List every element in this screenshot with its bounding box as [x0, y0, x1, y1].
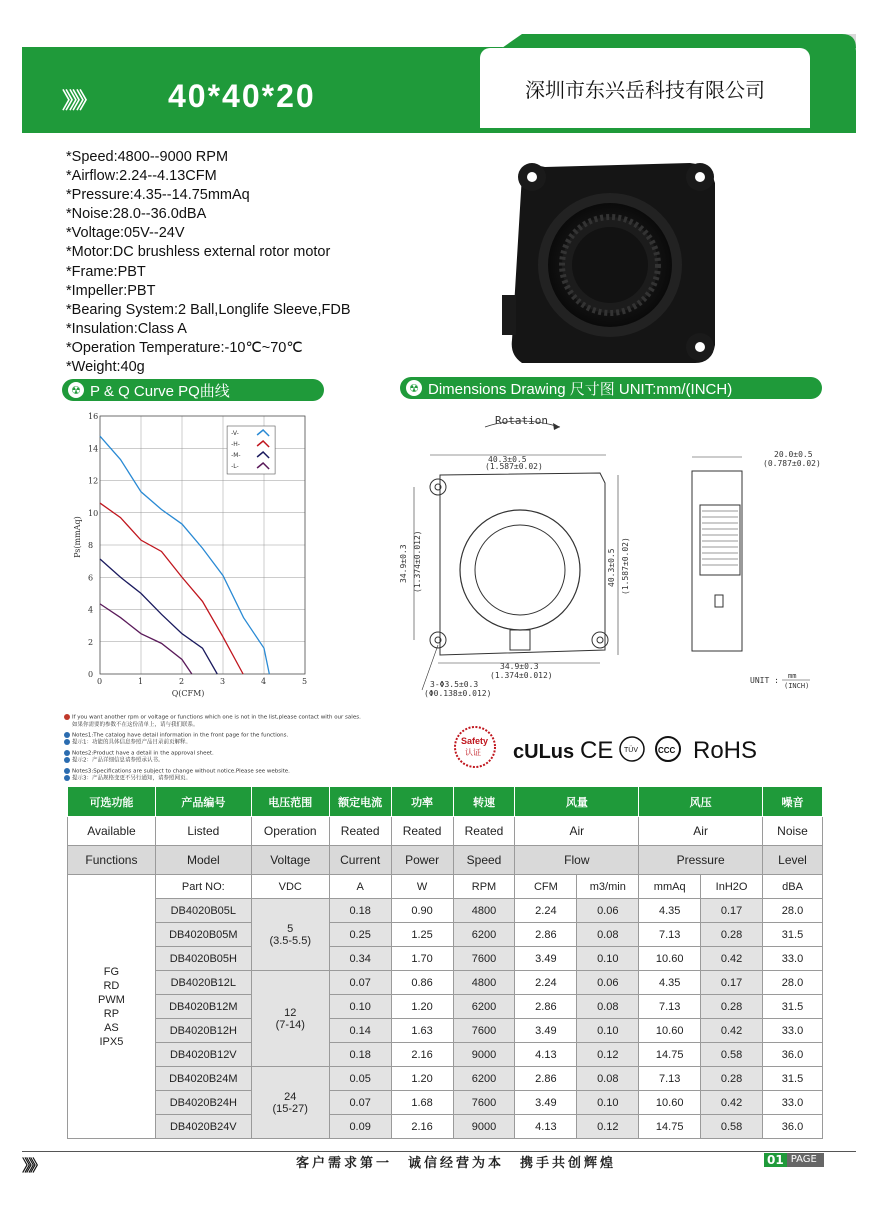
dim-section-bar	[400, 377, 822, 399]
function-item: RP	[103, 1007, 120, 1020]
note-1: 如果你需要的参数不在这份清单上，请与我们联系。	[72, 721, 199, 728]
function-item: PWM	[97, 993, 125, 1006]
table-label-cell: Operation	[251, 817, 329, 846]
spec-item: *Weight:40g	[66, 359, 145, 376]
value-cell: 0.25	[329, 923, 391, 947]
series-line-2	[100, 559, 217, 674]
legend-entry: -V-	[231, 430, 239, 437]
table-label-cell: Voltage	[251, 846, 329, 875]
voltage-value: 5	[287, 922, 294, 935]
value-cell: 6200	[453, 1067, 515, 1091]
table-label-cell: Pressure	[639, 846, 763, 875]
table-label-cell: Level	[763, 846, 823, 875]
table-label-cell: Speed	[453, 846, 515, 875]
value-cell: 10.60	[639, 1019, 701, 1043]
unit-cell: RPM	[453, 875, 515, 899]
value-cell: 3.49	[515, 1019, 577, 1043]
value-cell: 0.34	[329, 947, 391, 971]
table-row	[68, 817, 823, 846]
spec-list	[66, 148, 351, 377]
spec-item: *Airflow:2.24--4.13CFM	[66, 168, 217, 185]
part-number-cell: DB4020B05M	[155, 923, 251, 947]
note-7: 提示3：产品规格变更不另行通知，请参照网页。	[64, 775, 394, 783]
unit-cell: Part NO:	[155, 875, 251, 899]
part-number-cell: DB4020B24H	[155, 1091, 251, 1115]
value-cell: 2.86	[515, 1067, 577, 1091]
voltage-cell	[251, 1067, 329, 1139]
dim-width-bottom: 34.9±0.3	[500, 662, 539, 671]
value-cell: 10.60	[639, 1091, 701, 1115]
value-cell: 0.07	[329, 1091, 391, 1115]
note-3: 提示1：功能的具体信息参照产品目录前页解释。	[64, 739, 394, 747]
value-cell: 31.5	[763, 923, 823, 947]
x-tick-label: 0	[97, 677, 103, 686]
function-item: IPX5	[99, 1035, 124, 1048]
value-cell: 0.42	[701, 947, 763, 971]
table-row	[68, 1067, 823, 1091]
table-label-cell: Current	[329, 846, 391, 875]
value-cell: 4.13	[515, 1115, 577, 1139]
y-tick-label: 8	[88, 541, 94, 550]
y-tick-label: 4	[88, 605, 94, 615]
value-cell: 9000	[453, 1115, 515, 1139]
value-cell: 4.13	[515, 1043, 577, 1067]
page-label: PAGE	[787, 1153, 824, 1167]
value-cell: 3.49	[515, 1091, 577, 1115]
pq-section-title: P & Q Curve PQ曲线	[90, 382, 230, 400]
value-cell: 1.25	[391, 923, 453, 947]
part-number-cell: DB4020B12V	[155, 1043, 251, 1067]
spec-item: *Operation Temperature:-10℃~70℃	[66, 339, 303, 356]
info-icon	[64, 768, 70, 774]
y-tick-label: 14	[88, 444, 99, 454]
dim-height-left-inch: (1.374±0.012)	[413, 530, 422, 593]
function-item: FG	[103, 965, 120, 978]
function-item: AS	[104, 1021, 119, 1034]
x-axis-label: Q(CFM)	[171, 689, 205, 698]
table-label-cell: Reated	[329, 817, 391, 846]
value-cell: 0.06	[577, 971, 639, 995]
warning-icon	[64, 714, 70, 720]
value-cell: 0.28	[701, 923, 763, 947]
company-text: 深圳市东兴岳科技有限公司	[525, 77, 765, 102]
table-row	[68, 947, 823, 971]
y-tick-label: 10	[88, 508, 99, 518]
header-top-cut	[22, 33, 856, 47]
value-cell: 7.13	[639, 923, 701, 947]
table-label-cell: Flow	[515, 846, 639, 875]
certifications	[455, 722, 835, 772]
value-cell: 4.35	[639, 971, 701, 995]
table-header-cell: 额定电流	[329, 787, 391, 817]
dim-height-left: 34.9±0.3	[399, 544, 408, 583]
functions-cell	[68, 875, 156, 1139]
spec-table	[67, 786, 823, 1139]
series-line-1	[100, 503, 243, 674]
safety-cn: 认证	[465, 748, 481, 757]
value-cell: 28.0	[763, 971, 823, 995]
spec-item: *Frame:PBT	[66, 263, 146, 280]
value-cell: 0.58	[701, 1043, 763, 1067]
spec-item: *Motor:DC brushless external rotor motor	[66, 244, 331, 261]
y-tick-label: 12	[88, 476, 99, 486]
table-header-cell: 风压	[639, 787, 763, 817]
value-cell: 0.10	[577, 1091, 639, 1115]
rohs-icon: RoHS	[693, 737, 758, 764]
y-tick-label: 0	[88, 670, 94, 679]
spec-item: *Impeller:PBT	[66, 282, 156, 299]
dim-section-title: Dimensions Drawing 尺寸图 UNIT:mm/(INCH)	[428, 380, 733, 398]
unit-cell: InH2O	[701, 875, 763, 899]
voltage-value: 24	[284, 1090, 297, 1103]
table-header-cell: 风量	[515, 787, 639, 817]
value-cell: 0.28	[701, 1067, 763, 1091]
value-cell: 0.90	[391, 899, 453, 923]
table-label-cell: Air	[515, 817, 639, 846]
dim-hole-inch: (Φ0.138±0.012)	[424, 689, 492, 698]
value-cell: 0.42	[701, 1019, 763, 1043]
value-cell: 2.24	[515, 899, 577, 923]
value-cell: 1.70	[391, 947, 453, 971]
y-tick-label: 2	[88, 637, 94, 647]
header-arrows-icon: 》》》	[62, 89, 95, 114]
spec-item: *Noise:28.0--36.0dBA	[66, 206, 207, 223]
unit-cell: dBA	[763, 875, 823, 899]
fan-photo	[500, 155, 725, 370]
value-cell: 36.0	[763, 1043, 823, 1067]
note-6: Notes3:Specifications are subject to change without notice.Please see website.	[64, 768, 394, 776]
unit-cell: CFM	[515, 875, 577, 899]
value-cell: 6200	[453, 995, 515, 1019]
spec-item: *Pressure:4.35--14.75mmAq	[66, 187, 250, 204]
y-tick-label: 16	[88, 412, 99, 421]
value-cell: 7600	[453, 1019, 515, 1043]
table-label-cell: Listed	[155, 817, 251, 846]
value-cell: 0.12	[577, 1043, 639, 1067]
table-row	[68, 1115, 823, 1139]
x-tick-label: 1	[138, 677, 144, 686]
value-cell: 4800	[453, 971, 515, 995]
radiation-icon: ☢	[68, 382, 84, 398]
unit-label: UNIT :	[750, 676, 779, 685]
spec-item: *Speed:4800--9000 RPM	[66, 149, 229, 165]
voltage-range: (7-14)	[275, 1018, 305, 1031]
value-cell: 2.24	[515, 971, 577, 995]
safety-icon: Safety	[461, 736, 489, 746]
value-cell: 0.08	[577, 1067, 639, 1091]
value-cell: 0.18	[329, 1043, 391, 1067]
spec-item: *Voltage:05V--24V	[66, 225, 185, 242]
table-header-cell: 噪音	[763, 787, 823, 817]
info-icon	[64, 732, 70, 738]
dim-height-right: 40.3±0.5	[607, 548, 616, 587]
legend-entry: -H-	[231, 441, 240, 448]
y-tick-label: 6	[88, 573, 94, 583]
part-number-cell: DB4020B12L	[155, 971, 251, 995]
value-cell: 7.13	[639, 1067, 701, 1091]
table-row	[68, 923, 823, 947]
table-row	[68, 899, 823, 923]
value-cell: 0.07	[329, 971, 391, 995]
value-cell: 0.12	[577, 1115, 639, 1139]
unit-cell: mmAq	[639, 875, 701, 899]
part-number-cell: DB4020B24V	[155, 1115, 251, 1139]
dim-width-top: 40.3±0.5	[488, 455, 527, 464]
tuv-icon: TÜV	[624, 747, 638, 754]
legend-entry: -M-	[231, 452, 241, 459]
unit-cell: m3/min	[577, 875, 639, 899]
dim-depth: 20.0±0.5	[774, 450, 813, 459]
dimension-drawing	[400, 405, 830, 705]
value-cell: 0.08	[577, 923, 639, 947]
value-cell: 0.28	[701, 995, 763, 1019]
table-label-cell: Reated	[453, 817, 515, 846]
dim-hole: 3-Φ3.5±0.3	[430, 680, 479, 689]
value-cell: 31.5	[763, 995, 823, 1019]
x-tick-label: 5	[302, 677, 308, 686]
spec-item: *Bearing System:2 Ball,Longlife Sleeve,FDB	[66, 301, 351, 318]
table-header-cell: 功率	[391, 787, 453, 817]
unit-cell: VDC	[251, 875, 329, 899]
info-icon	[64, 775, 70, 781]
table-header-cell: 电压范围	[251, 787, 329, 817]
part-number-cell: DB4020B12M	[155, 995, 251, 1019]
table-header-cell: 转速	[453, 787, 515, 817]
table-row	[68, 875, 823, 899]
value-cell: 1.68	[391, 1091, 453, 1115]
dim-width-top-inch: (1.587±0.02)	[485, 462, 543, 471]
notes-block	[64, 714, 394, 783]
table-label-cell: Model	[155, 846, 251, 875]
value-cell: 33.0	[763, 1019, 823, 1043]
value-cell: 0.86	[391, 971, 453, 995]
info-icon	[64, 757, 70, 763]
value-cell: 0.10	[577, 1019, 639, 1043]
page-number	[764, 1153, 824, 1167]
value-cell: 0.06	[577, 899, 639, 923]
value-cell: 0.08	[577, 995, 639, 1019]
pq-section-bar	[62, 379, 324, 401]
part-number-cell: DB4020B05H	[155, 947, 251, 971]
table-label-cell: Functions	[68, 846, 156, 875]
table-label-cell: Air	[639, 817, 763, 846]
unit-inch: (INCH)	[784, 682, 810, 690]
value-cell: 0.10	[329, 995, 391, 1019]
value-cell: 0.42	[701, 1091, 763, 1115]
value-cell: 7600	[453, 1091, 515, 1115]
function-item: RD	[103, 979, 120, 992]
value-cell: 0.09	[329, 1115, 391, 1139]
footer-arrows-icon: 》》》	[22, 1156, 43, 1175]
table-label-cell: Noise	[763, 817, 823, 846]
value-cell: 33.0	[763, 947, 823, 971]
table-label-cell: Reated	[391, 817, 453, 846]
model-title: 40*40*20	[168, 78, 316, 114]
pq-chart	[70, 406, 320, 700]
y-axis-label: Ps(mmAq)	[73, 516, 82, 558]
table-row	[68, 1043, 823, 1067]
x-tick-label: 3	[220, 677, 226, 686]
value-cell: 0.17	[701, 971, 763, 995]
x-tick-label: 2	[179, 677, 185, 686]
voltage-value: 12	[284, 1006, 297, 1019]
value-cell: 4800	[453, 899, 515, 923]
value-cell: 4.35	[639, 899, 701, 923]
ccc-icon: CCC	[658, 746, 676, 755]
part-number-cell: DB4020B24M	[155, 1067, 251, 1091]
legend-entry: -L-	[231, 463, 239, 470]
value-cell: 0.05	[329, 1067, 391, 1091]
value-cell: 7600	[453, 947, 515, 971]
value-cell: 0.14	[329, 1019, 391, 1043]
value-cell: 2.16	[391, 1043, 453, 1067]
page-number-value: 01	[764, 1153, 787, 1167]
part-number-cell: DB4020B05L	[155, 899, 251, 923]
value-cell: 9000	[453, 1043, 515, 1067]
value-cell: 0.17	[701, 899, 763, 923]
dim-width-bottom-inch: (1.374±0.012)	[490, 671, 553, 680]
series-line-3	[100, 604, 192, 674]
value-cell: 1.63	[391, 1019, 453, 1043]
note-5: 提示2：产品详细信息请参照承认书。	[64, 757, 394, 765]
value-cell: 10.60	[639, 947, 701, 971]
info-icon	[64, 750, 70, 756]
value-cell: 2.86	[515, 995, 577, 1019]
value-cell: 3.49	[515, 947, 577, 971]
pq-chart-svg	[70, 406, 320, 700]
table-row	[68, 787, 823, 817]
voltage-range: (15-27)	[272, 1102, 308, 1115]
rotation-label: Rotation	[495, 414, 548, 427]
spec-item: *Insulation:Class A	[66, 320, 187, 337]
table-row	[68, 846, 823, 875]
table-header-cell: 可选功能	[68, 787, 156, 817]
value-cell: 0.58	[701, 1115, 763, 1139]
value-cell: 14.75	[639, 1115, 701, 1139]
voltage-cell	[251, 899, 329, 971]
table-label-cell: Available	[68, 817, 156, 846]
ce-icon: CE	[580, 737, 614, 764]
footer-slogan: 客户需求第一 诚信经营为本 携手共创辉煌	[296, 1156, 617, 1171]
dim-height-right-inch: (1.587±0.02)	[621, 537, 630, 595]
value-cell: 0.18	[329, 899, 391, 923]
value-cell: 6200	[453, 923, 515, 947]
value-cell: 2.16	[391, 1115, 453, 1139]
note-2: Notes1:The catalog have detail information in the front page for the functions.	[64, 732, 394, 740]
value-cell: 1.20	[391, 995, 453, 1019]
unit-mm: mm	[788, 672, 797, 680]
info-icon	[64, 739, 70, 745]
note-0: If you want another rpm or voltage or functions which one is not in the list,please contact with our sales.	[64, 714, 394, 722]
value-cell: 36.0	[763, 1115, 823, 1139]
value-cell: 7.13	[639, 995, 701, 1019]
note-4: Notes2:Product have a detail in the approval sheet.	[64, 750, 394, 758]
radiation-icon: ☢	[406, 380, 422, 396]
value-cell: 2.86	[515, 923, 577, 947]
part-number-cell: DB4020B12H	[155, 1019, 251, 1043]
dim-depth-inch: (0.787±0.02)	[763, 459, 821, 468]
table-row	[68, 971, 823, 995]
table-row	[68, 1019, 823, 1043]
value-cell: 14.75	[639, 1043, 701, 1067]
unit-cell: W	[391, 875, 453, 899]
voltage-range: (3.5-5.5)	[269, 934, 312, 947]
table-header-cell: 产品编号	[155, 787, 251, 817]
value-cell: 33.0	[763, 1091, 823, 1115]
unit-cell: A	[329, 875, 391, 899]
value-cell: 0.10	[577, 947, 639, 971]
ul-icon: cULus	[513, 741, 575, 763]
voltage-cell	[251, 971, 329, 1067]
table-row	[68, 995, 823, 1019]
company-name	[480, 48, 810, 128]
x-tick-label: 4	[261, 677, 267, 686]
value-cell: 31.5	[763, 1067, 823, 1091]
table-label-cell: Power	[391, 846, 453, 875]
value-cell: 28.0	[763, 899, 823, 923]
table-row	[68, 1091, 823, 1115]
value-cell: 1.20	[391, 1067, 453, 1091]
